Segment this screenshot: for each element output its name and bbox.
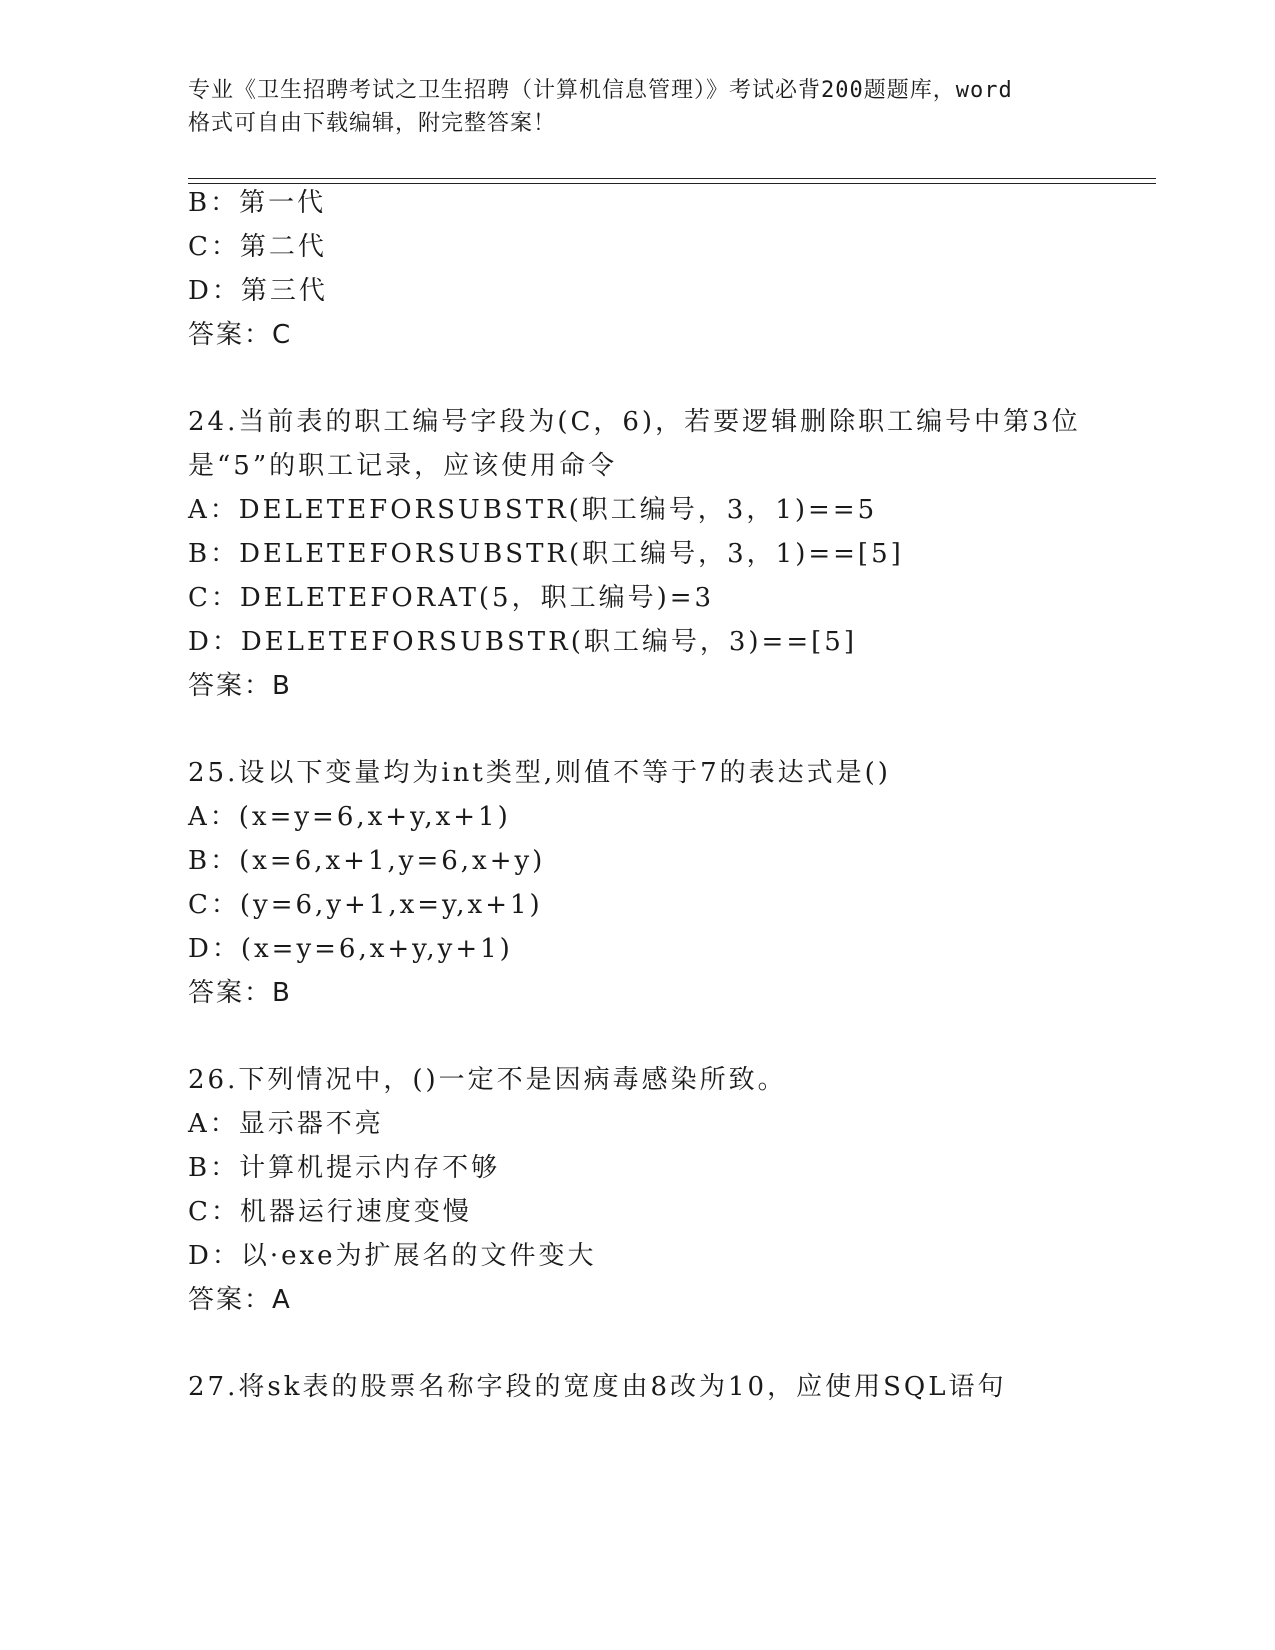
q24-option-b: B：DELETEFORSUBSTR(职工编号，3，1)==[5] bbox=[188, 539, 904, 569]
q26-option-a: A：显示器不亮 bbox=[188, 1109, 384, 1139]
q23-answer: 答案：C bbox=[188, 320, 293, 350]
q27-stem: 27.将sk表的股票名称字段的宽度由8改为10，应使用SQL语句 bbox=[188, 1372, 1007, 1402]
q24-option-a: A：DELETEFORSUBSTR(职工编号，3，1)==5 bbox=[188, 495, 878, 525]
header-divider-bottom bbox=[188, 183, 1156, 184]
q24-option-c: C：DELETEFORAT(5，职工编号)=3 bbox=[188, 583, 715, 613]
q25-option-c: C：(y=6,y+1,x=y,x+1) bbox=[188, 890, 543, 920]
q24-answer: 答案：B bbox=[188, 671, 292, 701]
header-line-1: 专业《卫生招聘考试之卫生招聘（计算机信息管理）》考试必背200题题库，word bbox=[188, 78, 1013, 103]
header-line-2: 格式可自由下载编辑，附完整答案！ bbox=[188, 111, 557, 136]
q25-option-a: A：(x=y=6,x+y,x+1) bbox=[188, 802, 511, 832]
header-divider-top bbox=[188, 178, 1156, 179]
document-header bbox=[188, 74, 1108, 140]
q24-stem-line-2: 是“5”的职工记录，应该使用命令 bbox=[188, 451, 618, 481]
q24-stem-line-1: 24.当前表的职工编号字段为(C，6)，若要逻辑删除职工编号中第3位 bbox=[188, 407, 1081, 437]
q25-option-b: B：(x=6,x+1,y=6,x+y) bbox=[188, 846, 546, 876]
q26-option-d: D：以·exe为扩展名的文件变大 bbox=[188, 1241, 597, 1271]
q24-option-d: D：DELETEFORSUBSTR(职工编号，3)==[5] bbox=[188, 627, 857, 657]
q25-option-d: D：(x=y=6,x+y,y+1) bbox=[188, 934, 513, 964]
q26-option-b: B：计算机提示内存不够 bbox=[188, 1153, 501, 1183]
q26-stem: 26.下列情况中，()一定不是因病毒感染所致。 bbox=[188, 1065, 787, 1095]
q25-stem: 25.设以下变量均为int类型,则值不等于7的表达式是() bbox=[188, 758, 891, 788]
q26-answer: 答案：A bbox=[188, 1285, 292, 1315]
q23-option-d: D：第三代 bbox=[188, 276, 328, 306]
q23-option-c: C：第二代 bbox=[188, 232, 327, 262]
q23-option-b: B：第一代 bbox=[188, 188, 327, 218]
q25-answer: 答案：B bbox=[188, 978, 292, 1008]
q26-option-c: C：机器运行速度变慢 bbox=[188, 1197, 472, 1227]
